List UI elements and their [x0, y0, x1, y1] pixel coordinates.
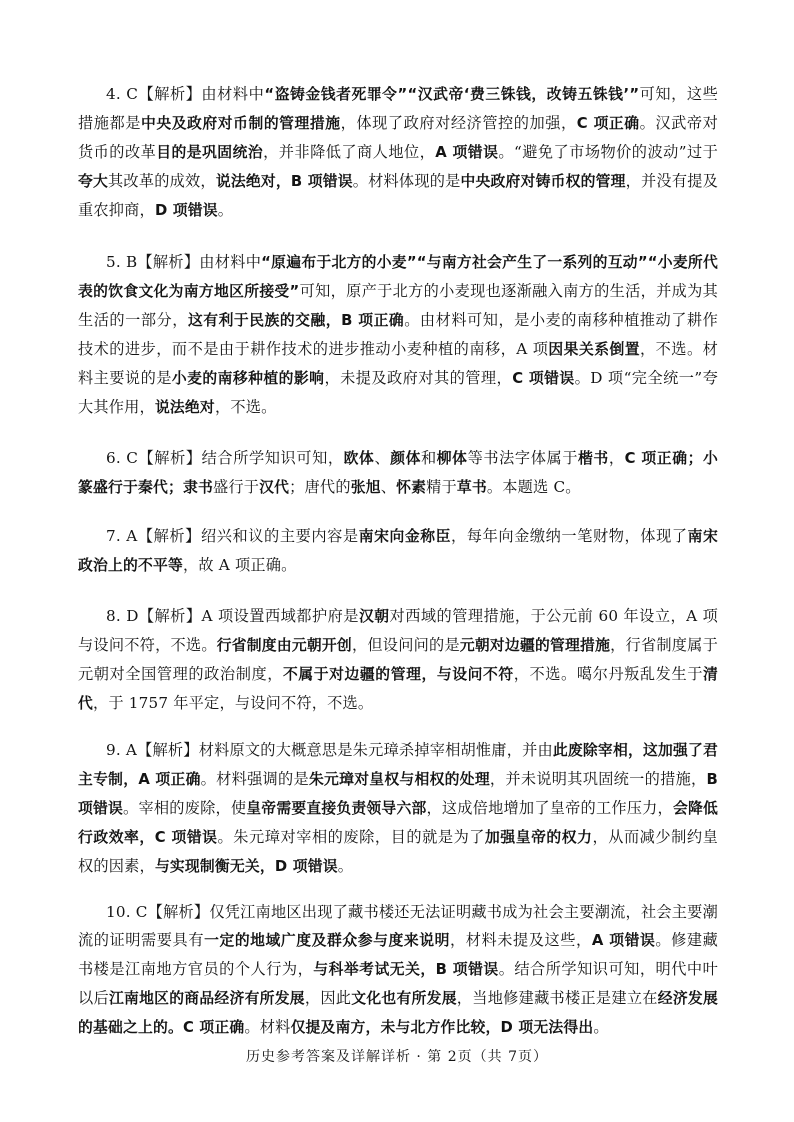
answer-q9 [78, 736, 718, 881]
body-text: 。宰相的废除，使 [123, 799, 247, 817]
body-text: 7. A【解析】绍兴和议的主要内容是 [106, 527, 359, 545]
emphasis-text: 不属于对边疆的管理，与设问不符 [283, 666, 514, 683]
answer-q8 [78, 602, 718, 718]
body-text: 5. B【解析】由材料中 [106, 253, 262, 271]
body-text: 4. C【解析】由材料中 [106, 85, 265, 103]
body-text: ，材料未提及这些， [449, 931, 592, 949]
emphasis-text: 加强皇帝的权力 [485, 829, 593, 846]
answer-q10 [78, 898, 718, 1042]
body-text: 。由材料可知，是小麦的南移种植推动了耕作技术的进步，而不是由于耕作技术的进步推动小麦种植的南移，A 项 [78, 311, 719, 358]
body-text: 。 [337, 857, 354, 875]
emphasis-text: 行省制度由元朝开创 [216, 637, 352, 654]
body-text: ，并未说明其巩固统一的措施， [489, 770, 707, 788]
emphasis-text: 楷书 [578, 450, 609, 467]
emphasis-text: 江南地区的商品经济有所发展 [108, 990, 305, 1007]
body-text: 。材料强调的是 [200, 770, 309, 788]
emphasis-text: B 项错误 [78, 771, 718, 817]
answer-q4 [78, 80, 718, 225]
body-text: 9. A【解析】材料原文的大概意思是朱元璋杀掉宰相胡惟庸，并由 [106, 741, 553, 759]
body-text: 。材料体现的是 [352, 172, 461, 190]
body-text: ，每年向金缴纳一笔财物，体现了 [451, 527, 688, 545]
emphasis-text: 张旭 [350, 479, 381, 496]
body-text: ，于 1757 年平定，与设问不符，不选。 [93, 694, 374, 712]
emphasis-text: 柳体 [436, 450, 468, 467]
body-text: 10. C【解析】仅凭江南地区出现了藏书楼还无法证明藏书成为社会主要潮流，社会主要潮流的证明需要具有 [78, 903, 718, 949]
emphasis-text: 怀素 [396, 479, 427, 496]
body-text: 可知，原产于北方的小麦现也逐渐融入南方的生活，并成为其生活的一部分， [78, 282, 718, 329]
body-text: ，不选。材料主要说的是 [78, 340, 719, 387]
body-text: 。结合所学知识可知，明代中叶以后 [78, 960, 718, 1007]
emphasis-text: C 项正确 [576, 115, 640, 132]
body-text: 。本题选 C。 [486, 478, 581, 496]
emphasis-text: 南宋向金称臣 [358, 528, 452, 545]
body-text: 可知，这些措施都是 [78, 85, 719, 132]
body-text: 、 [380, 478, 397, 496]
body-text: 。修建藏书楼是江南地方官员的个人行为， [78, 931, 718, 978]
emphasis-text: 因果关系倒置 [548, 341, 640, 358]
body-text: 。D 项“完全统一”夸大其作用， [78, 369, 718, 416]
body-text: 。朱元璋对宰相的废除，目的就是为了 [217, 828, 486, 846]
emphasis-text: 汉代 [259, 479, 290, 496]
emphasis-text: 与科举考试无关，B 项错误 [313, 961, 499, 978]
body-text: ，体现了政府对经济管控的加强， [340, 114, 577, 132]
emphasis-text: 夸大 [78, 173, 109, 190]
emphasis-text: “盗铸金钱者死罪令”“汉武帝‘费三铢钱，改铸五铢钱’” [264, 86, 640, 103]
body-text: ；唐代的 [289, 478, 351, 496]
emphasis-text: 仅提及南方，未与北方作比较，D 项无法得出 [290, 1019, 594, 1036]
emphasis-text: 清代 [78, 666, 718, 712]
emphasis-text: 这有利于民族的交融，B 项正确 [187, 312, 405, 329]
body-text: 。“避免了市场物价的波动”过于 [498, 143, 719, 161]
body-text: 8. D【解析】A 项设置西域都护府是 [106, 607, 359, 625]
body-text: 其改革的成效， [108, 172, 216, 190]
emphasis-text: C 项正确；小篆盛行于秦代；隶书 [78, 450, 718, 496]
emphasis-text: 中央及政府对币制的管理措施 [140, 115, 341, 132]
body-text: ，行省制度属于元朝对全国管理的政治制度， [78, 636, 718, 683]
body-text: 。汉武帝对货币的改革 [78, 114, 719, 161]
body-text: ，不选。 [214, 398, 277, 416]
emphasis-text: 目的是巩固统治 [156, 144, 264, 161]
emphasis-text: 会降低行政效率，C 项错误 [78, 800, 718, 846]
body-text: 、 [374, 449, 391, 467]
emphasis-text: 颜体 [390, 450, 422, 467]
emphasis-text: 说法绝对，B 项错误 [215, 173, 353, 190]
emphasis-text: “原遍布于北方的小麦”“与南方社会产生了一系列的互动”“小麦所代表的饮食文化为南方地区所接受” [78, 254, 718, 300]
emphasis-text: 朱元璋对皇权与相权的处理 [308, 771, 490, 788]
emphasis-text: 皇帝需要直接负责领导六部 [246, 800, 427, 817]
body-text: 。 [217, 201, 234, 219]
body-text: ，并非降低了商人地位， [263, 143, 436, 161]
emphasis-text: 此废除宰相，这加强了君主专制，A 项正确 [78, 742, 718, 788]
answer-q6 [78, 444, 718, 502]
emphasis-text: 汉朝 [358, 608, 390, 625]
emphasis-text: 一定的地域广度及群众参与度来说明 [204, 932, 450, 949]
emphasis-text: C 项错误 [512, 370, 575, 387]
answer-q7 [78, 522, 718, 580]
emphasis-text: 草书 [456, 479, 487, 496]
answer-q5 [78, 248, 718, 422]
body-text: ，不选。噶尔丹叛乱发生于 [513, 665, 703, 683]
body-text: 盛行于 [212, 478, 260, 496]
emphasis-text: A 项错误 [591, 932, 656, 949]
emphasis-text: 与实现制衡无关，D 项错误 [154, 858, 338, 875]
body-text: ，故 A 项正确。 [182, 556, 297, 574]
body-text: ，但设问问的是 [351, 636, 460, 654]
emphasis-text: 小麦的南移种植的影响 [171, 370, 325, 387]
body-text: ，这成倍地增加了皇帝的工作压力， [426, 799, 673, 817]
emphasis-text: A 项错误 [435, 144, 499, 161]
body-text: ，当地修建藏书楼正是建立在 [456, 989, 658, 1007]
body-text: 和 [421, 449, 437, 467]
emphasis-text: 文化也有所发展 [351, 990, 457, 1007]
emphasis-text: 欧体 [343, 450, 375, 467]
body-text: 6. C【解析】结合所学知识可知， [106, 449, 344, 467]
body-text: 对西域的管理措施，于公元前 60 年设立，A 项与设问不符，不选。 [78, 607, 719, 654]
emphasis-text: 南宋政治上的不平等 [78, 528, 719, 574]
body-text: 精于 [426, 478, 457, 496]
body-text: ，并没有提及重农抑商， [78, 172, 719, 219]
emphasis-text: 元朝对边疆的管理措施 [459, 637, 611, 654]
emphasis-text: D 项错误 [154, 202, 218, 219]
body-text: 。 [593, 1018, 609, 1036]
emphasis-text: 中央政府对铸币权的管理 [460, 173, 626, 190]
body-text: ，从而减少制约皇权的因素， [78, 828, 719, 875]
body-text: ， [608, 449, 625, 467]
page-footer: 历史参考答案及详解详析 · 第 2页（共 7页） [245, 1049, 549, 1065]
body-text: ，未提及政府对其的管理， [324, 369, 513, 387]
body-text: 。材料 [244, 1018, 291, 1036]
emphasis-text: 说法绝对 [154, 399, 215, 416]
body-text: ，因此 [304, 989, 352, 1007]
emphasis-text: 经济发展的基础之上的。C 项正确 [78, 990, 718, 1036]
body-text: 等书法字体属于 [467, 449, 579, 467]
